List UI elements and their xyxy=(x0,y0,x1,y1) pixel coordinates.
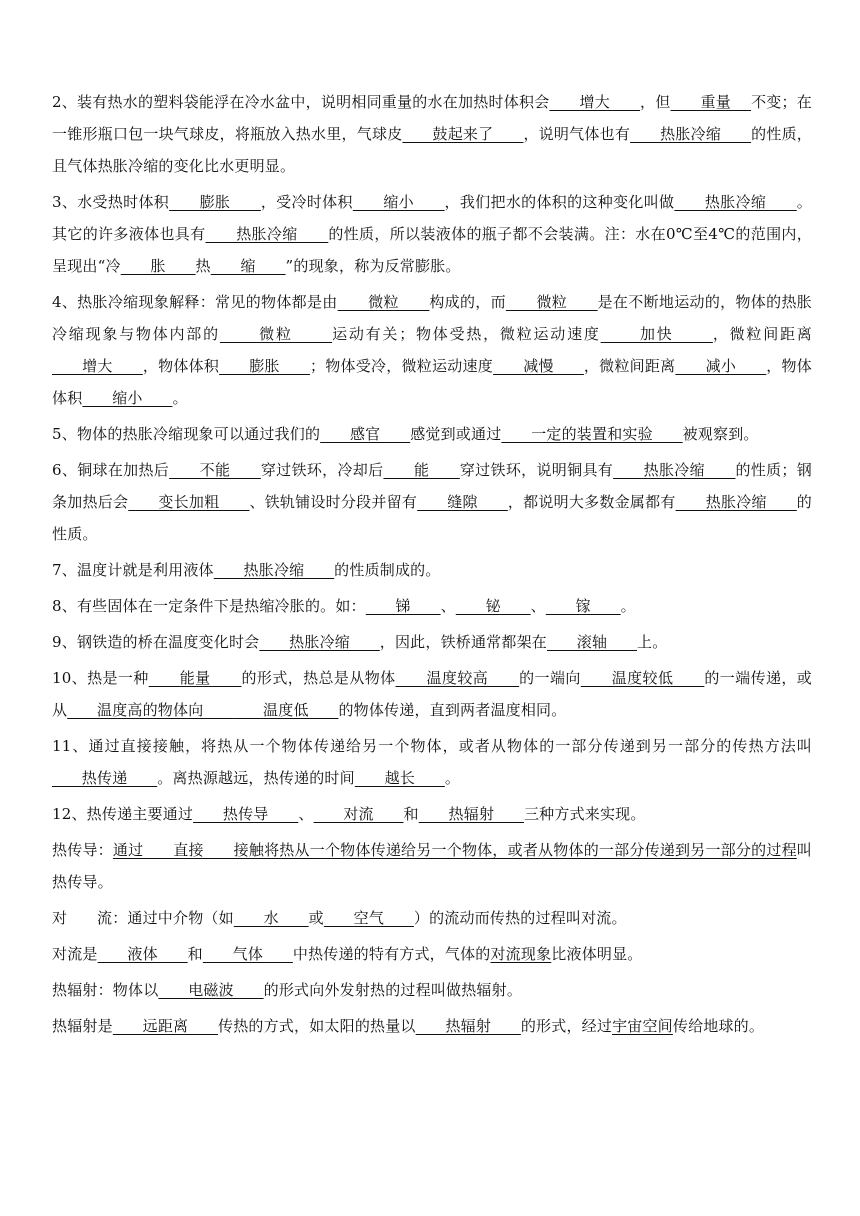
answer-blank: 一定的装置和实验 xyxy=(501,425,683,443)
question-text: ，受冷时体积 xyxy=(260,193,353,211)
answer-blank: 对流 xyxy=(313,805,404,823)
question-text: 。 xyxy=(620,597,636,615)
question-text: 热传导： xyxy=(52,841,113,859)
question-text: 的性质；钢条加热后会 xyxy=(52,461,812,511)
question-text: 对流是 xyxy=(52,945,98,963)
question-text: 、 xyxy=(530,597,546,615)
question-text: 的物体传递，直到两者温度相同。 xyxy=(338,701,567,719)
paragraph xyxy=(52,286,812,414)
answer-blank: 通过 直接 接触将热从一个物体传递给另一个物体，或者从物体的一部分传递到另一部分的过程 xyxy=(112,841,797,859)
answer-blank: 热胀冷缩 xyxy=(674,193,797,211)
answer-blank: 缝隙 xyxy=(417,493,508,511)
answer-blank: 气体 xyxy=(202,945,293,963)
answer-blank: 变长加粗 xyxy=(128,493,250,511)
question-text: ；物体受冷，微粒运动速度 xyxy=(309,357,494,375)
answer-blank: 热传递 xyxy=(52,769,158,787)
question-text: 12、热传递主要通过 xyxy=(52,805,194,823)
question-text: 和 xyxy=(187,945,203,963)
answer-blank: 热胀冷缩 xyxy=(259,633,380,651)
question-text: 热辐射是 xyxy=(52,1017,113,1035)
answer-blank: 越长 xyxy=(354,769,445,787)
answer-blank: 温度较高 xyxy=(395,669,520,687)
answer-blank: 热辐射 xyxy=(415,1017,521,1035)
question-text: 传给地球的。 xyxy=(672,1017,765,1035)
question-text: 运动有关；物体受热，微粒运动速度 xyxy=(332,325,601,343)
question-text: 穿过铁环，冷却后 xyxy=(260,461,384,479)
question-text: ，但 xyxy=(640,93,671,111)
question-text: 2、装有热水的塑料袋能浮在冷水盆中，说明相同重量的水在加热时体积会 xyxy=(52,93,550,111)
answer-blank: 减慢 xyxy=(493,357,584,375)
question-text: 6、铜球在加热后 xyxy=(52,461,170,479)
answer-blank: 微粒 xyxy=(337,293,430,311)
answer-blank: 微粒 xyxy=(505,293,598,311)
question-text: 的形式向外发射热的过程叫做热辐射。 xyxy=(263,981,523,999)
question-text: ，我们把水的体积的这种变化叫做 xyxy=(444,193,675,211)
question-text: 叫热传导。 xyxy=(52,841,812,891)
question-text: 的性质制成的。 xyxy=(334,561,441,579)
answer-blank: 鼓起来了 xyxy=(402,125,524,143)
answer-blank: 热胀冷缩 xyxy=(613,461,736,479)
answer-blank: 加快 xyxy=(600,325,713,343)
question-text: 对 流：通过中介物（如 xyxy=(52,909,234,927)
answer-blank: 热胀冷缩 xyxy=(205,225,329,243)
answer-blank: 增大 xyxy=(549,93,641,111)
answer-blank: 液体 xyxy=(97,945,188,963)
question-text: 3、水受热时体积 xyxy=(52,193,170,211)
paragraph xyxy=(52,834,812,898)
paragraph xyxy=(52,86,812,182)
answer-blank: 镓 xyxy=(545,597,621,615)
question-text: ，微粒间距离 xyxy=(583,357,676,375)
question-text: 传热的方式，如太阳的热量以 xyxy=(218,1017,416,1035)
question-text: 的形式，热总是从物体 xyxy=(241,669,396,687)
paragraph xyxy=(52,554,812,586)
paragraph xyxy=(52,902,812,934)
question-text: 中热传递的特有方式，气体的 xyxy=(292,945,491,963)
question-text: 、 xyxy=(440,597,456,615)
question-text: 7、温度计就是利用液体 xyxy=(52,561,214,579)
question-text: 三种方式来实现。 xyxy=(523,805,646,823)
question-text: 是在不断地运动的，物体的热胀冷缩现象与物体内部的 xyxy=(52,293,812,343)
answer-blank: 热胀冷缩 xyxy=(675,493,797,511)
question-text: 不变；在一锥形瓶口包一块气球皮，将瓶放入热水里，气球皮 xyxy=(52,93,812,143)
answer-blank: 缩小 xyxy=(82,389,173,407)
answer-blank: 重量 xyxy=(670,93,752,111)
answer-blank: 能量 xyxy=(148,669,242,687)
question-text: 热 xyxy=(195,257,211,275)
question-text: 构成的，而 xyxy=(429,293,506,311)
question-text: ，物体体积 xyxy=(142,357,220,375)
paragraph xyxy=(52,730,812,794)
question-text: 8、有些固体在一定条件下是热缩冷胀的。如： xyxy=(52,597,366,615)
question-text: 10、热是一种 xyxy=(52,669,149,687)
paragraph xyxy=(52,798,812,830)
question-text: 5、物体的热胀冷缩现象可以通过我们的 xyxy=(52,425,321,443)
question-text: 感觉到或通过 xyxy=(410,425,502,443)
answer-blank: 膨胀 xyxy=(169,193,261,211)
question-text: 上。 xyxy=(637,633,668,651)
question-text: ”的现象，称为反常膨胀。 xyxy=(285,257,461,275)
question-text: 的形式，经过 xyxy=(520,1017,613,1035)
question-text: 和 xyxy=(403,805,419,823)
question-text: 或 xyxy=(308,909,324,927)
question-text: 的性质。 xyxy=(52,493,812,543)
answer-blank: 空气 xyxy=(323,909,414,927)
question-text: 热辐射：物体以 xyxy=(52,981,159,999)
paragraph xyxy=(52,454,812,550)
paragraph xyxy=(52,418,812,450)
question-text: 、铁轨铺设时分段并留有 xyxy=(249,493,418,511)
worksheet-content xyxy=(52,86,812,1042)
answer-blank: 对流现象 xyxy=(490,945,552,963)
question-text: 。 xyxy=(172,389,188,407)
question-text: ）的流动而传热的过程叫对流。 xyxy=(413,909,627,927)
answer-blank: 电磁波 xyxy=(158,981,264,999)
question-text: 被观察到。 xyxy=(682,425,759,443)
answer-blank: 膨胀 xyxy=(219,357,310,375)
answer-blank: 铋 xyxy=(455,597,531,615)
answer-blank: 温度较低 xyxy=(580,669,705,687)
question-text: 。其它的许多液体也具有 xyxy=(52,193,812,243)
answer-blank: 热胀冷缩 xyxy=(630,125,752,143)
paragraph xyxy=(52,974,812,1006)
answer-blank: 减小 xyxy=(675,357,767,375)
answer-blank: 缩 xyxy=(210,257,286,275)
question-text: 。离热源越远，热传递的时间 xyxy=(157,769,355,787)
question-text: 4、热胀冷缩现象解释：常见的物体都是由 xyxy=(52,293,338,311)
question-text: 的性质，所以装液体的瓶子都不会装满。注：水在0℃至4℃的范围内，呈现出“冷 xyxy=(52,225,812,275)
answer-blank: 感官 xyxy=(320,425,411,443)
answer-blank: 缩小 xyxy=(352,193,445,211)
worksheet-page xyxy=(52,86,812,1046)
paragraph xyxy=(52,186,812,282)
answer-blank: 温度高的物体向 xyxy=(67,701,234,719)
answer-blank: 胀 xyxy=(120,257,196,275)
question-text: ，说明气体也有 xyxy=(523,125,631,143)
paragraph xyxy=(52,938,812,970)
question-text: ，微粒间距离 xyxy=(712,325,812,343)
paragraph xyxy=(52,662,812,726)
question-text: 9、钢铁造的桥在温度变化时会 xyxy=(52,633,260,651)
answer-blank: 锑 xyxy=(365,597,441,615)
answer-blank: 微粒 xyxy=(219,325,333,343)
answer-blank: 热辐射 xyxy=(418,805,524,823)
question-text: 的一端向 xyxy=(519,669,581,687)
answer-blank: 远距离 xyxy=(112,1017,219,1035)
question-text: 11、通过直接接触，将热从一个物体传递给另一个物体，或者从物体的一部分传递到另一部分的传热方法叫 xyxy=(52,737,812,755)
answer-blank: 水 xyxy=(233,909,309,927)
question-text: ，都说明大多数金属都有 xyxy=(507,493,676,511)
paragraph xyxy=(52,626,812,658)
question-text: 的一端传递，或从 xyxy=(52,669,812,719)
question-text: 的性质，且气体热胀冷缩的变化比水更明显。 xyxy=(52,125,813,175)
question-text: 。 xyxy=(444,769,461,787)
answer-blank: 滚轴 xyxy=(546,633,638,651)
question-text: 穿过铁环，说明铜具有 xyxy=(459,461,614,479)
answer-blank: 不能 xyxy=(169,461,261,479)
answer-blank: 能 xyxy=(383,461,460,479)
answer-blank: 温度低 xyxy=(233,701,339,719)
paragraph xyxy=(52,590,812,622)
answer-blank: 宇宙空间 xyxy=(612,1017,673,1035)
answer-blank: 热传导 xyxy=(193,805,299,823)
paragraph xyxy=(52,1010,812,1042)
answer-blank: 增大 xyxy=(52,357,143,375)
question-text: 比液体明显。 xyxy=(551,945,643,963)
answer-blank: 热胀冷缩 xyxy=(213,561,335,579)
question-text: ，因此，铁桥通常都架在 xyxy=(379,633,547,651)
question-text: 、 xyxy=(298,805,314,823)
question-text: ，物体体积 xyxy=(52,357,812,407)
